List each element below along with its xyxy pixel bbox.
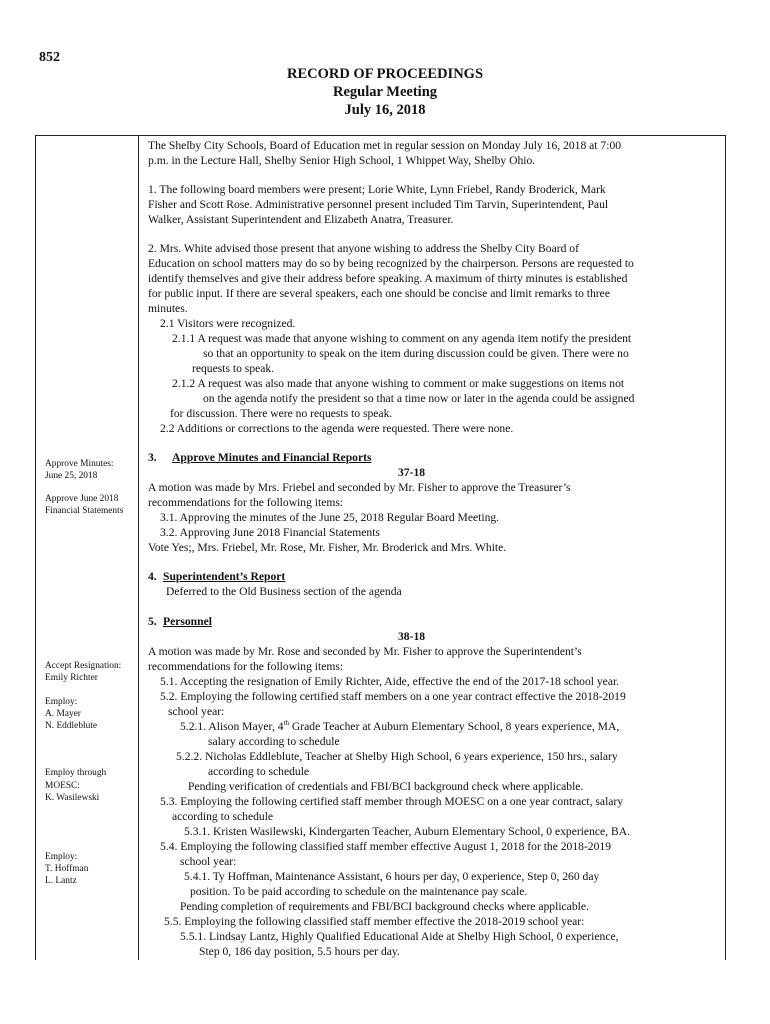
item-2-text: identify themselves and give their address before speaking. A maximum of thirty minutes is established [148, 272, 628, 285]
margin-note: Emily Richter [45, 673, 98, 683]
item-1-text: Fisher and Scott Rose. Administrative personnel present included Tim Tarvin, Superintendent, Paul [148, 198, 609, 211]
margin-note: June 25, 2018 [45, 471, 98, 481]
margin-note: MOESC: [45, 781, 80, 791]
item-5-3: 5.3. Employing the following certified staff member through MOESC on a one year contract, salary [160, 795, 624, 808]
item-5-number: 5. [148, 615, 157, 628]
item-5-2-1-part: 5.2.1. Alison Mayer, 4 [180, 720, 284, 733]
item-2-text: Education on school matters may do so by being recognized by the chairperson. Persons are requested to [148, 257, 634, 270]
item-2-text: minutes. [148, 302, 188, 315]
item-3-text: recommendations for the following items: [148, 496, 344, 509]
item-5-2-1: salary according to schedule [208, 735, 340, 748]
item-5-2-2: according to schedule [208, 765, 310, 778]
item-2-2: 2.2 Additions or corrections to the agenda were requested. There were none. [160, 422, 514, 435]
margin-note: K. Wasilewski [45, 793, 100, 803]
margin-note: Employ: [45, 697, 78, 707]
item-5-4: school year: [180, 855, 237, 868]
margin-note: A. Mayer [45, 709, 81, 719]
item-2-1: 2.1 Visitors were recognized. [160, 317, 296, 330]
margin-note: L. Lantz [45, 876, 77, 886]
meeting-date: July 16, 2018 [344, 102, 426, 118]
item-5-2-2: 5.2.2. Nicholas Eddleblute, Teacher at Shelby High School, 6 years experience, 150 hrs., salary [176, 750, 618, 763]
item-5-2: 5.2. Employing the following certified staff members on a one year contract effective the 2018-2019 [160, 690, 626, 703]
item-5-2-1-part: Grade Teacher at Auburn Elementary School, 8 years experience, MA, [289, 720, 620, 733]
item-3-2: 3.2. Approving June 2018 Financial Statements [160, 526, 380, 539]
item-2-1-1: 2.1.1 A request was made that anyone wishing to comment on any agenda item notify the president [172, 332, 632, 345]
item-5-3: according to schedule [172, 810, 274, 823]
item-2-text: 2. Mrs. White advised those present that anyone wishing to address the Shelby City Board of [148, 242, 579, 255]
item-3-number: 3. [148, 451, 157, 464]
item-5-2-1 [180, 719, 619, 734]
item-2-1-1: requests to speak. [192, 362, 275, 375]
item-4-number: 4. [148, 570, 157, 583]
item-2-1-2: 2.1.2 A request was also made that anyone wishing to comment or make suggestions on items not [172, 377, 625, 390]
intro-text: The Shelby City Schools, Board of Education met in regular session on Monday July 16, 2018 at 7:00 [148, 139, 622, 152]
item-2-text: for public input. If there are several speakers, each one should be concise and limit remarks to three [148, 287, 610, 300]
margin-note: Financial Statements [45, 506, 124, 516]
resolution-number: 37-18 [398, 466, 426, 479]
resolution-number: 38-18 [398, 630, 426, 643]
document-title: RECORD OF PROCEEDINGS [286, 66, 484, 82]
margin-note: Approve June 2018 [45, 494, 119, 504]
item-5-2-note: Pending verification of credentials and FBI/BCI background check where applicable. [188, 780, 584, 793]
margin-note: Accept Resignation: [45, 661, 122, 671]
item-1-text: 1. The following board members were present; Lorie White, Lynn Friebel, Randy Broderick, Mark [148, 183, 606, 196]
item-2-1-2: for discussion. There were no requests to speak. [170, 407, 393, 420]
item-1-text: Walker, Assistant Superintendent and Elizabeth Anatra, Treasurer. [148, 213, 454, 226]
meeting-type: Regular Meeting [332, 84, 438, 100]
item-5-3-1: 5.3.1. Kristen Wasilewski, Kindergarten Teacher, Auburn Elementary School, 0 experience, BA. [184, 825, 630, 838]
item-2-1-2: on the agenda notify the president so that a time now or later in the agenda could be assigned [203, 392, 635, 405]
item-5-4-1: position. To be paid according to schedule on the maintenance pay scale. [190, 885, 528, 898]
item-3-text: A motion was made by Mrs. Friebel and seconded by Mr. Fisher to approve the Treasurer’s [148, 481, 571, 494]
item-2-1-1: so that an opportunity to speak on the item during discussion could be given. There were no [203, 347, 629, 360]
item-5-5-1: Step 0, 186 day position, 5.5 hours per day. [199, 945, 400, 958]
item-5-text: A motion was made by Mr. Rose and seconded by Mr. Fisher to approve the Superintendent’s [148, 645, 582, 658]
item-3-heading: Approve Minutes and Financial Reports [172, 451, 372, 464]
item-3-1: 3.1. Approving the minutes of the June 25, 2018 Regular Board Meeting. [160, 511, 500, 524]
item-5-4-note: Pending completion of requirements and FBI/BCI background checks where applicable. [180, 900, 589, 913]
page-number: 852 [39, 50, 60, 65]
item-5-5: 5.5. Employing the following classified staff member effective the 2018-2019 school year: [164, 915, 585, 928]
margin-note: T. Hoffman [45, 864, 89, 874]
item-4-text: Deferred to the Old Business section of the agenda [166, 585, 402, 598]
item-5-2: school year: [168, 705, 225, 718]
ordinal-suffix: th [283, 719, 290, 728]
margin-note: Employ through [45, 768, 107, 778]
margin-note: Approve Minutes: [45, 459, 114, 469]
column-divider [138, 135, 139, 960]
margin-note: Employ: [45, 852, 78, 862]
intro-text: p.m. in the Lecture Hall, Shelby Senior High School, 1 Whippet Way, Shelby Ohio. [148, 154, 536, 167]
item-5-1: 5.1. Accepting the resignation of Emily Richter, Aide, effective the end of the 2017-18 school year. [160, 675, 620, 688]
item-5-4: 5.4. Employing the following classified staff member effective August 1, 2018 for the 2018-2019 [160, 840, 611, 853]
vote-text: Vote Yes;, Mrs. Friebel, Mr. Rose, Mr. Fisher, Mr. Broderick and Mrs. White. [148, 541, 507, 554]
item-4-heading: Superintendent’s Report [163, 570, 286, 583]
item-5-text: recommendations for the following items: [148, 660, 344, 673]
item-5-5-1: 5.5.1. Lindsay Lantz, Highly Qualified Educational Aide at Shelby High School, 0 experience, [180, 930, 619, 943]
item-5-4-1: 5.4.1. Ty Hoffman, Maintenance Assistant, 6 hours per day, 0 experience, Step 0, 260 day [184, 870, 600, 883]
margin-note: N. Eddleblute [45, 721, 98, 731]
item-5-heading: Personnel [163, 615, 212, 628]
